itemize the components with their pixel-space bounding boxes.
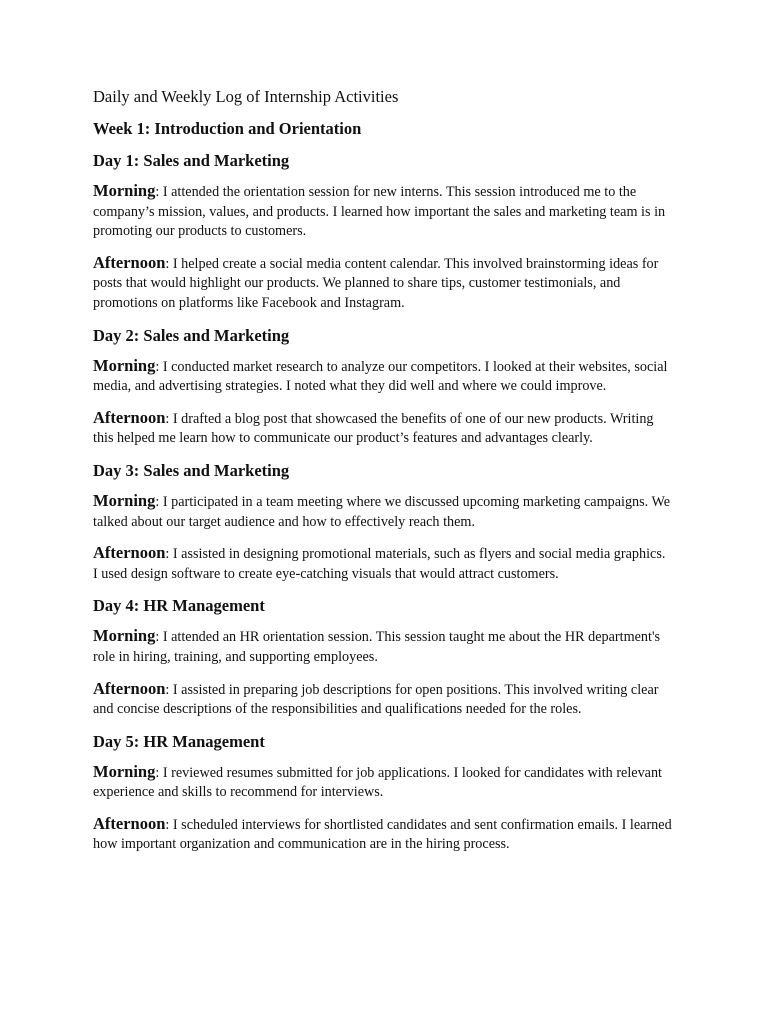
entry-text: : I helped create a social media content calendar. This involved brainstorming ideas for posts that would highlight our products. We planned to share tips, customer testimonials, and promotions on platforms like Facebook and Instagram. xyxy=(93,255,659,311)
week-heading: Week 1: Introduction and Orientation xyxy=(93,119,362,138)
entry-morning xyxy=(93,762,673,803)
day-heading: Day 3: Sales and Marketing xyxy=(93,460,290,480)
entry-label: Morning xyxy=(93,490,156,510)
entry-text: : I attended an HR orientation session. This session taught me about the HR department's role in hiring, training, and supporting employees. xyxy=(93,629,661,665)
entry-afternoon xyxy=(93,408,673,449)
entry-afternoon xyxy=(93,679,673,720)
entry-label: Morning xyxy=(93,761,156,781)
entry-label: Afternoon xyxy=(93,678,166,698)
entry-text: : I drafted a blog post that showcased the benefits of one of our new products. Writing this helped me learn how to communicate our product’s features and advantages clearly. xyxy=(93,410,654,447)
entry-label: Afternoon xyxy=(93,813,166,833)
entry-morning xyxy=(93,491,673,532)
entry-label: Morning xyxy=(93,181,156,200)
day-heading: Day 2: Sales and Marketing xyxy=(93,325,290,345)
entry-label: Afternoon xyxy=(93,252,166,272)
day-section-2 xyxy=(93,325,673,449)
entry-text: : I attended the orientation session for new interns. This session introduced me to the company’s mission, values, and products. I learned how important the sales and marketing team is in promoting our products to customers. xyxy=(93,184,666,240)
day-section-3 xyxy=(93,460,673,584)
entry-text: : I assisted in designing promotional materials, such as flyers and social media graphics. I used design software to create eye-catching visuals that would attract customers. xyxy=(93,546,666,582)
document-title: Daily and Weekly Log of Internship Activities xyxy=(93,87,399,106)
entry-morning xyxy=(93,626,673,667)
entry-afternoon xyxy=(93,253,673,314)
entry-text: : I participated in a team meeting where we discussed upcoming marketing campaigns. We talked about our target audience and how to effectively reach them. xyxy=(93,493,671,530)
entry-afternoon xyxy=(93,543,673,584)
day-heading: Day 5: HR Management xyxy=(93,731,265,751)
day-section-5 xyxy=(93,731,673,855)
entry-afternoon xyxy=(93,814,673,855)
entry-label: Afternoon xyxy=(93,407,166,427)
entry-label: Morning xyxy=(93,626,156,646)
entry-label: Morning xyxy=(93,355,156,375)
document-page xyxy=(93,86,673,866)
day-heading: Day 4: HR Management xyxy=(93,596,265,616)
entry-label: Afternoon xyxy=(93,543,166,563)
entry-text: : I conducted market research to analyze our competitors. I looked at their websites, social media, and advertising strategies. I noted what they did well and where we could improve. xyxy=(93,358,668,395)
entry-morning xyxy=(93,356,673,397)
entry-text: : I assisted in preparing job descriptions for open positions. This involved writing clear and concise descriptions of the responsibilities and qualifications needed for the roles. xyxy=(93,681,659,718)
day-section-1 xyxy=(93,150,673,314)
entry-text: : I scheduled interviews for shortlisted candidates and sent confirmation emails. I learned how important organization and communication are in the hiring process. xyxy=(93,816,672,853)
entry-text: : I reviewed resumes submitted for job applications. I looked for candidates with relevant experience and skills to recommend for interviews. xyxy=(93,764,662,801)
day-heading: Day 1: Sales and Marketing xyxy=(93,151,290,170)
entry-morning xyxy=(93,181,673,242)
day-section-4 xyxy=(93,595,673,719)
